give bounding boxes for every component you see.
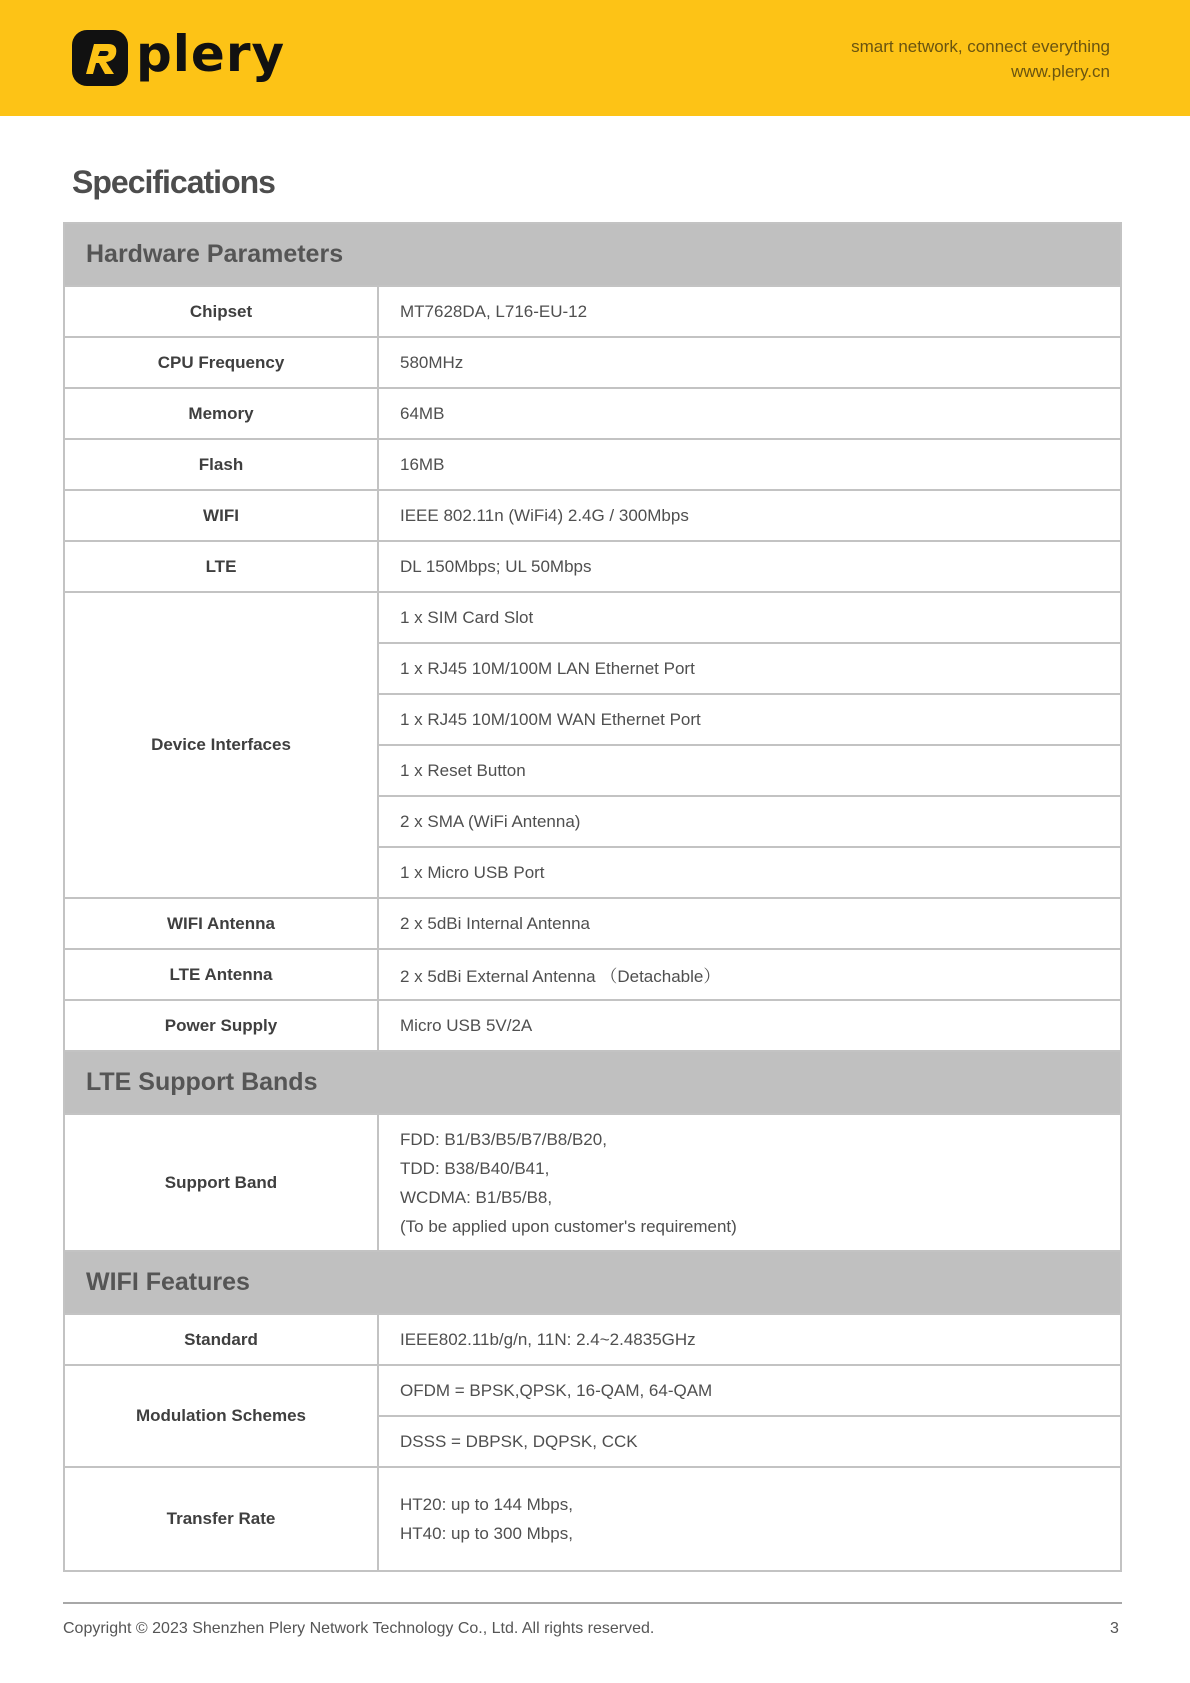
value-line: HT40: up to 300 Mbps, xyxy=(400,1524,573,1543)
table-row xyxy=(64,1467,1121,1571)
spec-label: Support Band xyxy=(64,1114,378,1251)
plery-r-logo-icon xyxy=(72,30,128,86)
table-row xyxy=(64,1314,1121,1365)
spec-value: 16MB xyxy=(378,439,1121,490)
table-row xyxy=(64,949,1121,1000)
footer-copyright: Copyright © 2023 Shenzhen Plery Network Technology Co., Ltd. All rights reserved. xyxy=(63,1620,655,1637)
page-title: Specifications xyxy=(72,164,275,200)
value-line: (To be applied upon customer's requirement) xyxy=(400,1216,737,1236)
table-row xyxy=(64,490,1121,541)
brand-logo xyxy=(72,25,286,86)
spec-label: Device Interfaces xyxy=(64,592,378,898)
value-line: FDD: B1/B3/B5/B7/B8/B20, xyxy=(400,1129,607,1149)
header-tagline-block xyxy=(851,34,1110,84)
spec-value: MT7628DA, L716-EU-12 xyxy=(378,286,1121,337)
table-row xyxy=(64,1000,1121,1051)
spec-value: IEEE802.11b/g/n, 11N: 2.4~2.4835GHz xyxy=(378,1314,1121,1365)
section-header-lte-bands xyxy=(64,1051,1121,1114)
table-row xyxy=(64,388,1121,439)
page-header xyxy=(0,0,1190,116)
spec-value xyxy=(378,1467,1121,1571)
spec-label: Flash xyxy=(64,439,378,490)
spec-value: 2 x 5dBi Internal Antenna xyxy=(378,898,1121,949)
spec-label: Power Supply xyxy=(64,1000,378,1051)
spec-value: Micro USB 5V/2A xyxy=(378,1000,1121,1051)
table-row xyxy=(64,439,1121,490)
spec-value: 2 x SMA (WiFi Antenna) xyxy=(378,796,1121,847)
table-row xyxy=(64,286,1121,337)
table-row xyxy=(64,592,1121,643)
table-row xyxy=(64,541,1121,592)
spec-value: 1 x SIM Card Slot xyxy=(378,592,1121,643)
spec-label: Transfer Rate xyxy=(64,1467,378,1571)
spec-label: LTE Antenna xyxy=(64,949,378,1000)
spec-value: 1 x RJ45 10M/100M LAN Ethernet Port xyxy=(378,643,1121,694)
section-title: WIFI Features xyxy=(64,1251,1121,1314)
spec-label: Standard xyxy=(64,1314,378,1365)
spec-value: 2 x 5dBi External Antenna （Detachable） xyxy=(378,949,1121,1000)
spec-value: DL 150Mbps; UL 50Mbps xyxy=(378,541,1121,592)
spec-label: Chipset xyxy=(64,286,378,337)
spec-value: DSSS = DBPSK, DQPSK, CCK xyxy=(378,1416,1121,1467)
section-title: Hardware Parameters xyxy=(64,223,1121,286)
spec-label: WIFI Antenna xyxy=(64,898,378,949)
spec-value: 1 x RJ45 10M/100M WAN Ethernet Port xyxy=(378,694,1121,745)
section-title: LTE Support Bands xyxy=(64,1051,1121,1114)
table-row xyxy=(64,1365,1121,1416)
value-line: HT20: up to 144 Mbps, xyxy=(400,1495,573,1514)
section-header-hardware xyxy=(64,223,1121,286)
spec-value: 1 x Reset Button xyxy=(378,745,1121,796)
table-row xyxy=(64,1114,1121,1251)
spec-value: OFDM = BPSK,QPSK, 16-QAM, 64-QAM xyxy=(378,1365,1121,1416)
section-header-wifi-features xyxy=(64,1251,1121,1314)
page-number: 3 xyxy=(1110,1620,1119,1637)
spec-value: 64MB xyxy=(378,388,1121,439)
spec-value: 1 x Micro USB Port xyxy=(378,847,1121,898)
table-row xyxy=(64,337,1121,388)
website-link[interactable]: www.plery.cn xyxy=(1011,62,1110,81)
brand-name: plery xyxy=(136,25,286,83)
value-line: WCDMA: B1/B5/B8, xyxy=(400,1187,553,1207)
spec-label: WIFI xyxy=(64,490,378,541)
spec-label: CPU Frequency xyxy=(64,337,378,388)
value-line: TDD: B38/B40/B41, xyxy=(400,1158,550,1178)
spec-value: 580MHz xyxy=(378,337,1121,388)
spec-label: LTE xyxy=(64,541,378,592)
table-row xyxy=(64,898,1121,949)
spec-value xyxy=(378,1114,1121,1251)
footer-divider xyxy=(63,1602,1122,1604)
spec-label: Memory xyxy=(64,388,378,439)
spec-label: Modulation Schemes xyxy=(64,1365,378,1467)
spec-value: IEEE 802.11n (WiFi4) 2.4G / 300Mbps xyxy=(378,490,1121,541)
tagline: smart network, connect everything xyxy=(851,37,1110,56)
specifications-table xyxy=(63,222,1122,1572)
